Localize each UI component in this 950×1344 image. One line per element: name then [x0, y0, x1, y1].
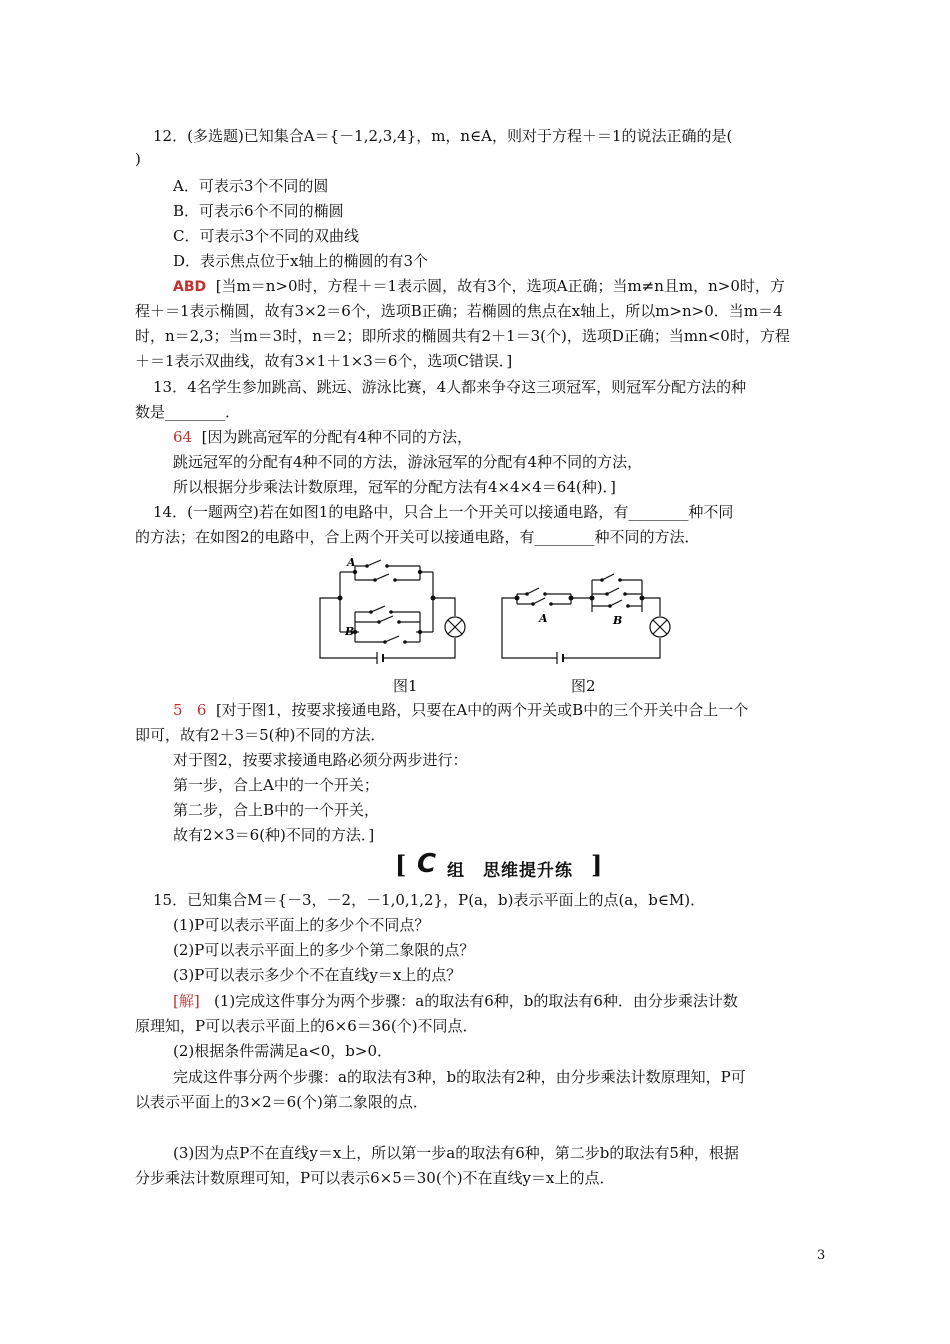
q14-solution-line3: 对于图2，按要求接通电路必须分两步进行：	[173, 751, 468, 769]
section-title: 组 思维提升练	[447, 861, 573, 881]
q15-part-2: (2)P可以表示平面上的多少个第二象限的点？	[173, 941, 475, 959]
q12-solution-line1	[173, 276, 785, 297]
q14-answer-2: 6	[196, 701, 207, 719]
q14-answer-1: 5	[173, 701, 183, 719]
q15-part-1: (1)P可以表示平面上的多少个不同点？	[173, 916, 430, 934]
q15-answer-3-line2: 分步乘法计数原理可知，P可以表示6×5＝30(个)不在直线y＝x上的点．	[135, 1169, 615, 1187]
q12-stem-line2: )	[135, 150, 141, 168]
q15-solution-marker: [解]	[173, 992, 200, 1010]
q12-solution-line4: ＋＝1表示双曲线，故有3×1＋1×3＝6个，选项C错误．]	[135, 352, 513, 370]
q15-answer-1-line1	[173, 991, 738, 1011]
section-letter-c: C	[417, 849, 437, 879]
q12-solution-line3: 时，n＝2,3；当m＝3时，n＝2；即所求的椭圆共有2＋1＝3(个)，选项D正确；当mn<0时，方程	[135, 327, 790, 345]
q12-answer: ABD	[173, 279, 207, 295]
q12-solution-line2: 程＋＝1表示椭圆，故有3×2＝6个，选项B正确；若椭圆的焦点在x轴上，所以m>n>0．当m＝4	[135, 302, 783, 320]
q12-solution-text1: [当m＝n>0时，方程＋＝1表示圆，故有3个，选项A正确；当m≠n且m，n>0时，方	[215, 277, 785, 295]
q12-stem-line1: 12．(多选题)已知集合A＝{－1,2,3,4}，m，n∈A，则对于方程＋＝1的说法正确的是(	[153, 127, 733, 145]
section-bracket-left: [	[395, 850, 407, 879]
q12-option-c: C．可表示3个不同的双曲线	[173, 227, 360, 245]
q15-answer-3-line1: (3)因为点P不在直线y＝x上，所以第一步a的取法有6种，第二步b的取法有5种，根据	[173, 1144, 739, 1162]
fig2-label-b: B	[613, 614, 623, 627]
figure-1-caption: 图1	[393, 677, 418, 695]
q12-option-d: D．表示焦点位于x轴上的椭圆的有3个	[173, 252, 429, 270]
q15-answer-2-line3: 以表示平面上的3×2＝6(个)第二象限的点．	[135, 1093, 428, 1111]
fig2-label-a: A	[539, 612, 548, 625]
q15-answer-1-text: (1)完成这件事分为两个步骤：a的取法有6种，b的取法有6种．由分步乘法计数	[214, 992, 738, 1010]
q14-solution-line5: 第二步，合上B中的一个开关，	[173, 801, 380, 819]
q13-stem-line1: 13．4名学生参加跳高、跳远、游泳比赛，4人都来争夺这三项冠军，则冠军分配方法的种	[153, 378, 747, 396]
fig1-label-b: B	[345, 625, 355, 638]
q14-solution-line6: 故有2×3＝6(种)不同的方法．]	[173, 826, 375, 844]
q12-option-a: A．可表示3个不同的圆	[173, 177, 329, 195]
section-bracket-right: ]	[591, 850, 603, 879]
q13-stem-line2: 数是________．	[135, 403, 241, 421]
q15-answer-2-line1: (2)根据条件需满足a<0，b>0．	[173, 1042, 393, 1060]
q13-solution-text1: [因为跳高冠军的分配有4种不同的方法，	[201, 428, 473, 446]
q15-part-3: (3)P可以表示多少个不在直线y＝x上的点？	[173, 966, 462, 984]
q15-answer-1-line2: 原理知，P可以表示平面上的6×6＝36(个)不同点．	[135, 1017, 478, 1035]
q12-option-b: B．可表示6个不同的椭圆	[173, 202, 344, 220]
fig1-label-a: A	[347, 556, 356, 569]
circuit-figure-1	[315, 552, 475, 668]
q14-solution-text1: [对于图1，按要求接通电路，只要在A中的两个开关或B中的三个开关中合上一个	[215, 701, 749, 719]
q15-answer-2-line2: 完成这件事分两个步骤：a的取法有3种，b的取法有2种，由分步乘法计数原理知，P可	[173, 1068, 746, 1086]
q13-solution-line1	[173, 427, 472, 447]
figure-2-caption: 图2	[571, 677, 596, 695]
q14-solution-line1	[173, 700, 748, 720]
q14-stem-line1: 14．(一题两空)若在如图1的电路中，只合上一个开关可以接通电路，有________种不同	[153, 503, 734, 521]
circuit-figure-2	[497, 568, 677, 668]
q13-solution-line3: 所以根据分步乘法计数原理，冠军的分配方法有4×4×4＝64(种)．]	[173, 478, 616, 496]
q15-stem: 15．已知集合M＝{－3，－2，－1,0,1,2}，P(a，b)表示平面上的点(a，b∈M)．	[153, 891, 706, 909]
q14-solution-line2: 即可，故有2＋3＝5(种)不同的方法．	[135, 726, 386, 744]
page-number: 3	[817, 1248, 826, 1263]
q14-solution-line4: 第一步，合上A中的一个开关；	[173, 776, 379, 794]
section-header-group-c	[395, 849, 605, 881]
q13-answer: 64	[173, 428, 193, 446]
q14-stem-line2: 的方法；在如图2的电路中，合上两个开关可以接通电路，有________种不同的方法．	[135, 528, 700, 546]
q13-solution-line2: 跳远冠军的分配有4种不同的方法，游泳冠军的分配有4种不同的方法，	[173, 453, 643, 471]
